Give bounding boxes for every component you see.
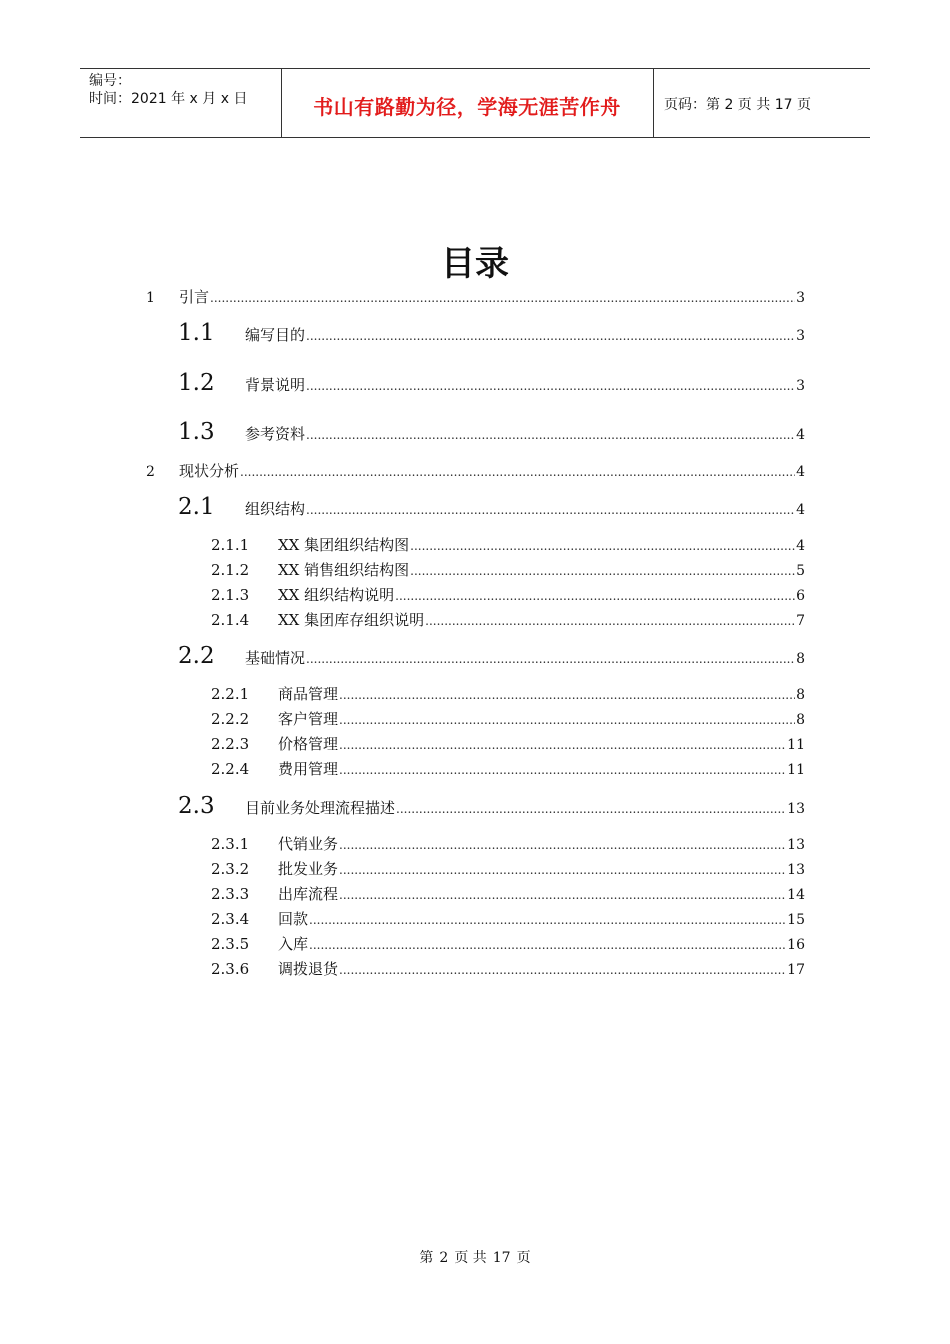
toc-entry-page: 5 <box>796 563 805 579</box>
toc-entry-number: 2.3.2 <box>211 860 250 878</box>
toc-entry-page: 3 <box>796 290 805 306</box>
toc-entry[interactable] <box>178 494 805 520</box>
toc-entry-page: 17 <box>787 962 805 978</box>
toc-entry[interactable] <box>211 609 805 630</box>
document-number-label: 编号： <box>89 73 131 89</box>
toc-entry-page: 4 <box>796 427 805 443</box>
toc-entry-text: 出库流程 <box>278 885 339 903</box>
toc-leader-dots <box>339 738 786 752</box>
toc-entry-number: 2.1.2 <box>211 561 250 579</box>
toc-entry[interactable] <box>211 683 805 704</box>
toc-entry-text: 批发业务 <box>278 860 339 878</box>
toc-leader-dots <box>306 329 795 343</box>
toc-entry-text: 组织结构 <box>245 500 306 518</box>
toc-entry[interactable] <box>211 958 805 979</box>
toc-entry-text: 代销业务 <box>278 835 339 853</box>
toc-entry-page: 4 <box>796 464 805 480</box>
toc-leader-dots <box>240 465 795 479</box>
toc-entry-number: 2.1.3 <box>211 586 250 604</box>
toc-entry[interactable] <box>178 320 805 346</box>
toc-entry[interactable] <box>178 419 805 445</box>
toc-entry[interactable] <box>211 708 805 729</box>
toc-entry-page: 3 <box>796 378 805 394</box>
toc-entry-page: 13 <box>787 837 805 853</box>
toc-entry-page: 8 <box>796 651 805 667</box>
toc-entry-text: 引言 <box>179 288 210 306</box>
toc-entry-number: 2.3.3 <box>211 885 250 903</box>
toc-leader-dots <box>210 291 795 305</box>
footer-page-number: 2 <box>439 1250 449 1266</box>
toc-leader-dots <box>339 838 786 852</box>
toc-entry-text: 客户管理 <box>278 710 339 728</box>
toc-entry-number: 2.3.6 <box>211 960 250 978</box>
toc-leader-dots <box>410 539 795 553</box>
toc-entry-page: 15 <box>787 912 805 928</box>
toc-leader-dots <box>306 428 795 442</box>
toc-entry-text: 入库 <box>278 935 309 953</box>
toc-entry-page: 4 <box>796 538 805 554</box>
toc-entry-page: 3 <box>796 328 805 344</box>
page-footer <box>0 1247 950 1267</box>
toc-entry-page: 4 <box>796 502 805 518</box>
toc-leader-dots <box>339 763 786 777</box>
toc-entry-text: 目前业务处理流程描述 <box>245 799 396 817</box>
toc-leader-dots <box>339 713 795 727</box>
toc-entry-page: 13 <box>787 862 805 878</box>
toc-entry-number: 2 <box>146 464 155 480</box>
toc-entry-number: 2.1 <box>178 494 215 520</box>
toc-entry-text: 背景说明 <box>245 376 306 394</box>
toc-entry[interactable] <box>146 460 805 481</box>
toc-entry[interactable] <box>146 286 805 307</box>
toc-leader-dots <box>339 963 786 977</box>
toc-entry-page: 13 <box>787 801 805 817</box>
toc-entry-number: 2.2.4 <box>211 760 250 778</box>
toc-leader-dots <box>396 802 786 816</box>
footer-middle: 页 共 <box>454 1250 487 1266</box>
footer-total-pages: 17 <box>492 1250 511 1266</box>
toc-leader-dots <box>309 938 786 952</box>
toc-entry[interactable] <box>178 643 805 669</box>
toc-entry-number: 1.3 <box>178 419 215 445</box>
toc-entry-text: 编写目的 <box>245 326 306 344</box>
toc-entry-text: 费用管理 <box>278 760 339 778</box>
toc-entry-text: 调拨退货 <box>278 960 339 978</box>
toc-entry-number: 2.2.1 <box>211 685 250 703</box>
toc-entry-text: XX 组织结构说明 <box>278 586 395 604</box>
toc-leader-dots <box>410 564 795 578</box>
toc-entry-number: 2.1.1 <box>211 536 250 554</box>
toc-entry[interactable] <box>211 733 805 754</box>
toc-entry-text: 商品管理 <box>278 685 339 703</box>
toc-leader-dots <box>306 503 795 517</box>
document-time-label: 时间：2021 年 x 月 x 日 <box>89 91 248 107</box>
toc-entry-number: 2.2.3 <box>211 735 250 753</box>
toc-entry-number: 2.3 <box>178 793 215 819</box>
toc-entry-text: 现状分析 <box>179 462 240 480</box>
toc-entry-page: 11 <box>787 737 805 753</box>
toc-entry[interactable] <box>211 933 805 954</box>
toc-entry-number: 1.1 <box>178 320 215 346</box>
toc-entry[interactable] <box>211 883 805 904</box>
toc-entry-text: 回款 <box>278 910 309 928</box>
toc-entry-text: XX 集团组织结构图 <box>278 536 410 554</box>
toc-entry-page: 7 <box>796 613 805 629</box>
toc-entry-text: XX 集团库存组织说明 <box>278 611 425 629</box>
toc-entry[interactable] <box>211 534 805 555</box>
toc-entry[interactable] <box>178 370 805 396</box>
header-page-info: 页码：第 2 页 共 17 页 <box>664 97 811 113</box>
toc-entry-number: 1 <box>146 290 155 306</box>
toc-title: 目录 <box>441 244 509 284</box>
footer-suffix: 页 <box>516 1250 531 1266</box>
toc-entry[interactable] <box>211 908 805 929</box>
toc-entry-number: 2.1.4 <box>211 611 250 629</box>
toc-leader-dots <box>306 652 795 666</box>
toc-leader-dots <box>306 379 795 393</box>
toc-entry-text: 基础情况 <box>245 649 306 667</box>
toc-entry-page: 6 <box>796 588 805 604</box>
footer-prefix: 第 <box>419 1250 434 1266</box>
toc-entry-number: 2.2.2 <box>211 710 250 728</box>
toc-leader-dots <box>339 688 795 702</box>
toc-entry-number: 2.3.4 <box>211 910 250 928</box>
toc-entry-text: 价格管理 <box>278 735 339 753</box>
toc-entry-number: 1.2 <box>178 370 215 396</box>
toc-entry[interactable] <box>211 584 805 605</box>
toc-entry-page: 8 <box>796 687 805 703</box>
toc-entry-text: 参考资料 <box>245 425 306 443</box>
toc-leader-dots <box>395 589 795 603</box>
toc-entry-number: 2.2 <box>178 643 215 669</box>
toc-entry[interactable] <box>178 793 805 819</box>
header-motto: 书山有路勤为径，学海无涯苦作舟 <box>313 95 621 119</box>
toc-entry[interactable] <box>211 559 805 580</box>
toc-leader-dots <box>339 888 786 902</box>
toc-entry[interactable] <box>211 833 805 854</box>
toc-entry-text: XX 销售组织结构图 <box>278 561 410 579</box>
toc-entry-page: 14 <box>787 887 805 903</box>
toc-entry-number: 2.3.1 <box>211 835 250 853</box>
toc-leader-dots <box>309 913 786 927</box>
toc-entry[interactable] <box>211 858 805 879</box>
toc-leader-dots <box>339 863 786 877</box>
toc-entry[interactable] <box>211 758 805 779</box>
toc-entry-page: 16 <box>787 937 805 953</box>
toc-leader-dots <box>425 614 795 628</box>
toc-entry-page: 8 <box>796 712 805 728</box>
toc-entry-number: 2.3.5 <box>211 935 250 953</box>
toc-entry-page: 11 <box>787 762 805 778</box>
